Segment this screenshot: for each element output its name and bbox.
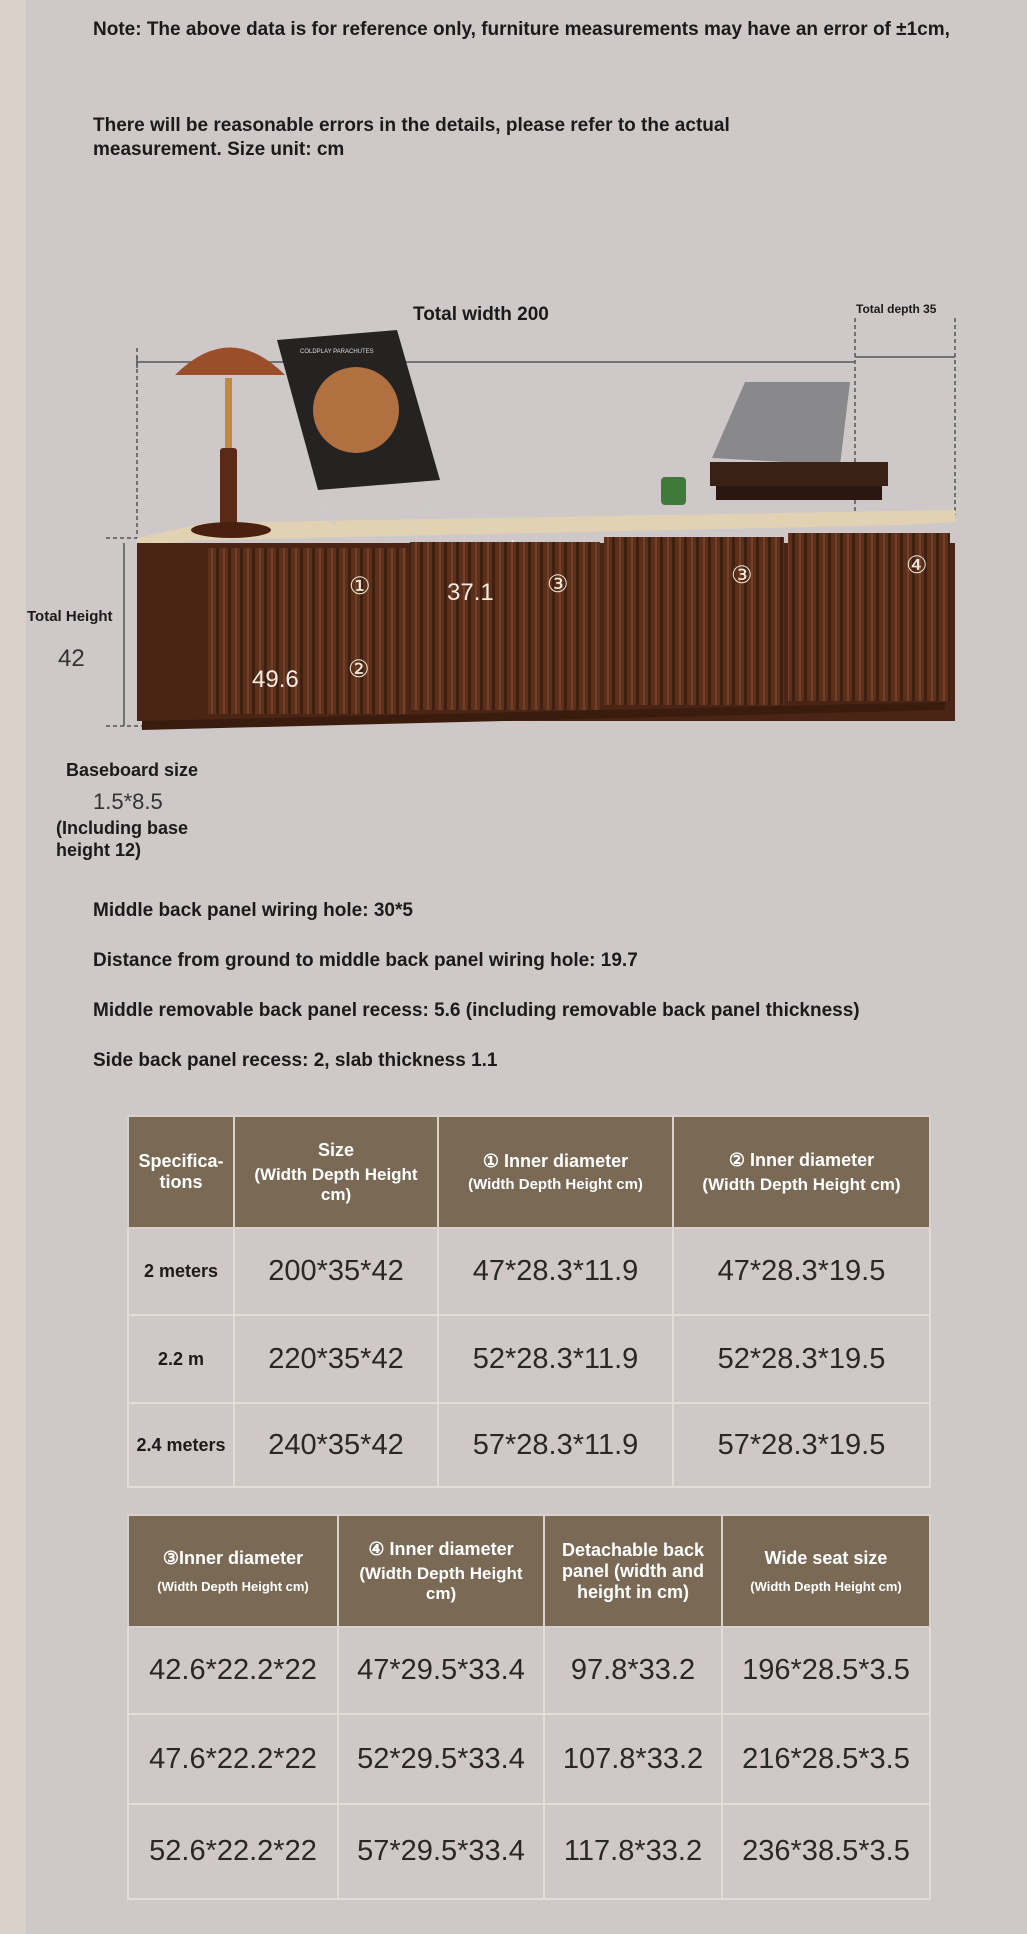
row-back-panel: 107.8*33.2 — [544, 1714, 722, 1804]
cabinet-door-1 — [208, 548, 406, 714]
row-inner-3: 47.6*22.2*22 — [128, 1714, 338, 1804]
table-row — [128, 1714, 930, 1804]
table-row — [128, 1403, 930, 1487]
header-inner-1-sub: (Width Depth Height cm) — [468, 1176, 643, 1193]
row-back-panel: 97.8*33.2 — [544, 1627, 722, 1714]
header-seat-size-sub: (Width Depth Height cm) — [750, 1579, 902, 1594]
marker-3b: ③ — [731, 562, 753, 589]
header-inner-3-sub: (Width Depth Height cm) — [157, 1579, 309, 1594]
header-inner-2-sub: (Width Depth Height cm) — [702, 1174, 901, 1194]
row-spec: 2 meters — [128, 1228, 234, 1315]
marker-3a: ③ — [547, 571, 569, 598]
row-size: 240*35*42 — [234, 1403, 438, 1487]
tv-cabinet-diagram — [0, 290, 1027, 770]
table-row — [128, 1804, 930, 1899]
door-height-value: 37.1 — [447, 579, 494, 606]
row-back-panel: 117.8*33.2 — [544, 1804, 722, 1899]
specifications-table-header — [128, 1116, 930, 1228]
marker-4: ④ — [906, 552, 928, 579]
total-depth-label: Total depth 35 — [856, 302, 937, 316]
baseboard-note-line2: height 12) — [56, 840, 142, 860]
total-width-label: Total width 200 — [413, 304, 549, 325]
header-size-sub: (Width Depth Height cm) — [254, 1164, 418, 1204]
total-height-value: 42 — [58, 645, 85, 672]
baseboard-value: 1.5*8.5 — [93, 789, 163, 814]
row-inner-2: 47*28.3*19.5 — [673, 1228, 930, 1315]
spec-wiring-hole-distance: Distance from ground to middle back panel wiring hole: 19.7 — [93, 950, 638, 971]
total-height-label: Total Height — [27, 608, 113, 625]
baseboard-note-line1: (Including base — [56, 818, 189, 838]
header-inner-4: ④ Inner diameter (Width Depth Height cm) — [338, 1515, 544, 1627]
row-spec: 2.2 m — [128, 1315, 234, 1403]
row-inner-3: 42.6*22.2*22 — [128, 1627, 338, 1714]
row-inner-4: 47*29.5*33.4 — [338, 1627, 544, 1714]
header-inner-4-sub: (Width Depth Height cm) — [359, 1563, 523, 1603]
table-row — [128, 1315, 930, 1403]
note-details-line2: measurement. Size unit: cm — [93, 139, 345, 160]
row-inner-4: 52*29.5*33.4 — [338, 1714, 544, 1804]
note-error-tolerance: Note: The above data is for reference only, furniture measurements may have an error of ±1cm, — [93, 19, 950, 40]
table-row — [128, 1228, 930, 1315]
row-inner-2: 52*28.3*19.5 — [673, 1315, 930, 1403]
row-size: 200*35*42 — [234, 1228, 438, 1315]
turntable-illustration — [710, 382, 888, 500]
header-back-panel: Detachable back panel (width and height in cm) — [544, 1515, 722, 1627]
row-inner-4: 57*29.5*33.4 — [338, 1804, 544, 1899]
note-details — [93, 114, 730, 162]
row-inner-1: 52*28.3*11.9 — [438, 1315, 673, 1403]
header-specifications: Specifica-tions — [128, 1116, 234, 1228]
door-width-value: 49.6 — [252, 666, 299, 693]
row-inner-2: 57*28.3*19.5 — [673, 1403, 930, 1487]
table-lamp-illustration — [175, 348, 285, 539]
spec-removable-panel-recess: Middle removable back panel recess: 5.6 (including removable back panel thickness) — [93, 1000, 860, 1021]
spec-wiring-hole: Middle back panel wiring hole: 30*5 — [93, 900, 413, 921]
row-inner-3: 52.6*22.2*22 — [128, 1804, 338, 1899]
header-inner-3: ③Inner diameter (Width Depth Height cm) — [128, 1515, 338, 1627]
inner-dimensions-table — [127, 1514, 931, 1900]
cabinet-door-2 — [410, 542, 600, 710]
row-spec: 2.4 meters — [128, 1403, 234, 1487]
marker-2: ② — [348, 656, 370, 683]
header-inner-2: ② Inner diameter (Width Depth Height cm) — [673, 1116, 930, 1228]
record-sleeve-illustration — [277, 330, 440, 525]
row-inner-1: 57*28.3*11.9 — [438, 1403, 673, 1487]
spec-side-panel-recess: Side back panel recess: 2, slab thickness 1.1 — [93, 1050, 498, 1071]
record-sleeve-text: COLDPLAY PARACHUTES — [300, 349, 374, 355]
note-details-line1: There will be reasonable errors in the details, please refer to the actual — [93, 115, 730, 136]
green-cup-illustration — [661, 477, 686, 505]
specifications-table — [127, 1115, 931, 1488]
marker-1: ① — [349, 573, 371, 600]
inner-dimensions-table-header — [128, 1515, 930, 1627]
row-seat-size: 196*28.5*3.5 — [722, 1627, 930, 1714]
row-seat-size: 236*38.5*3.5 — [722, 1804, 930, 1899]
table-row — [128, 1627, 930, 1714]
baseboard-label: Baseboard size — [66, 760, 199, 780]
cabinet-door-3 — [604, 537, 784, 705]
row-size: 220*35*42 — [234, 1315, 438, 1403]
header-inner-1: ① Inner diameter (Width Depth Height cm) — [438, 1116, 673, 1228]
header-size: Size (Width Depth Height cm) — [234, 1116, 438, 1228]
row-seat-size: 216*28.5*3.5 — [722, 1714, 930, 1804]
header-seat-size: Wide seat size (Width Depth Height cm) — [722, 1515, 930, 1627]
baseboard-note — [56, 817, 188, 861]
row-inner-1: 47*28.3*11.9 — [438, 1228, 673, 1315]
